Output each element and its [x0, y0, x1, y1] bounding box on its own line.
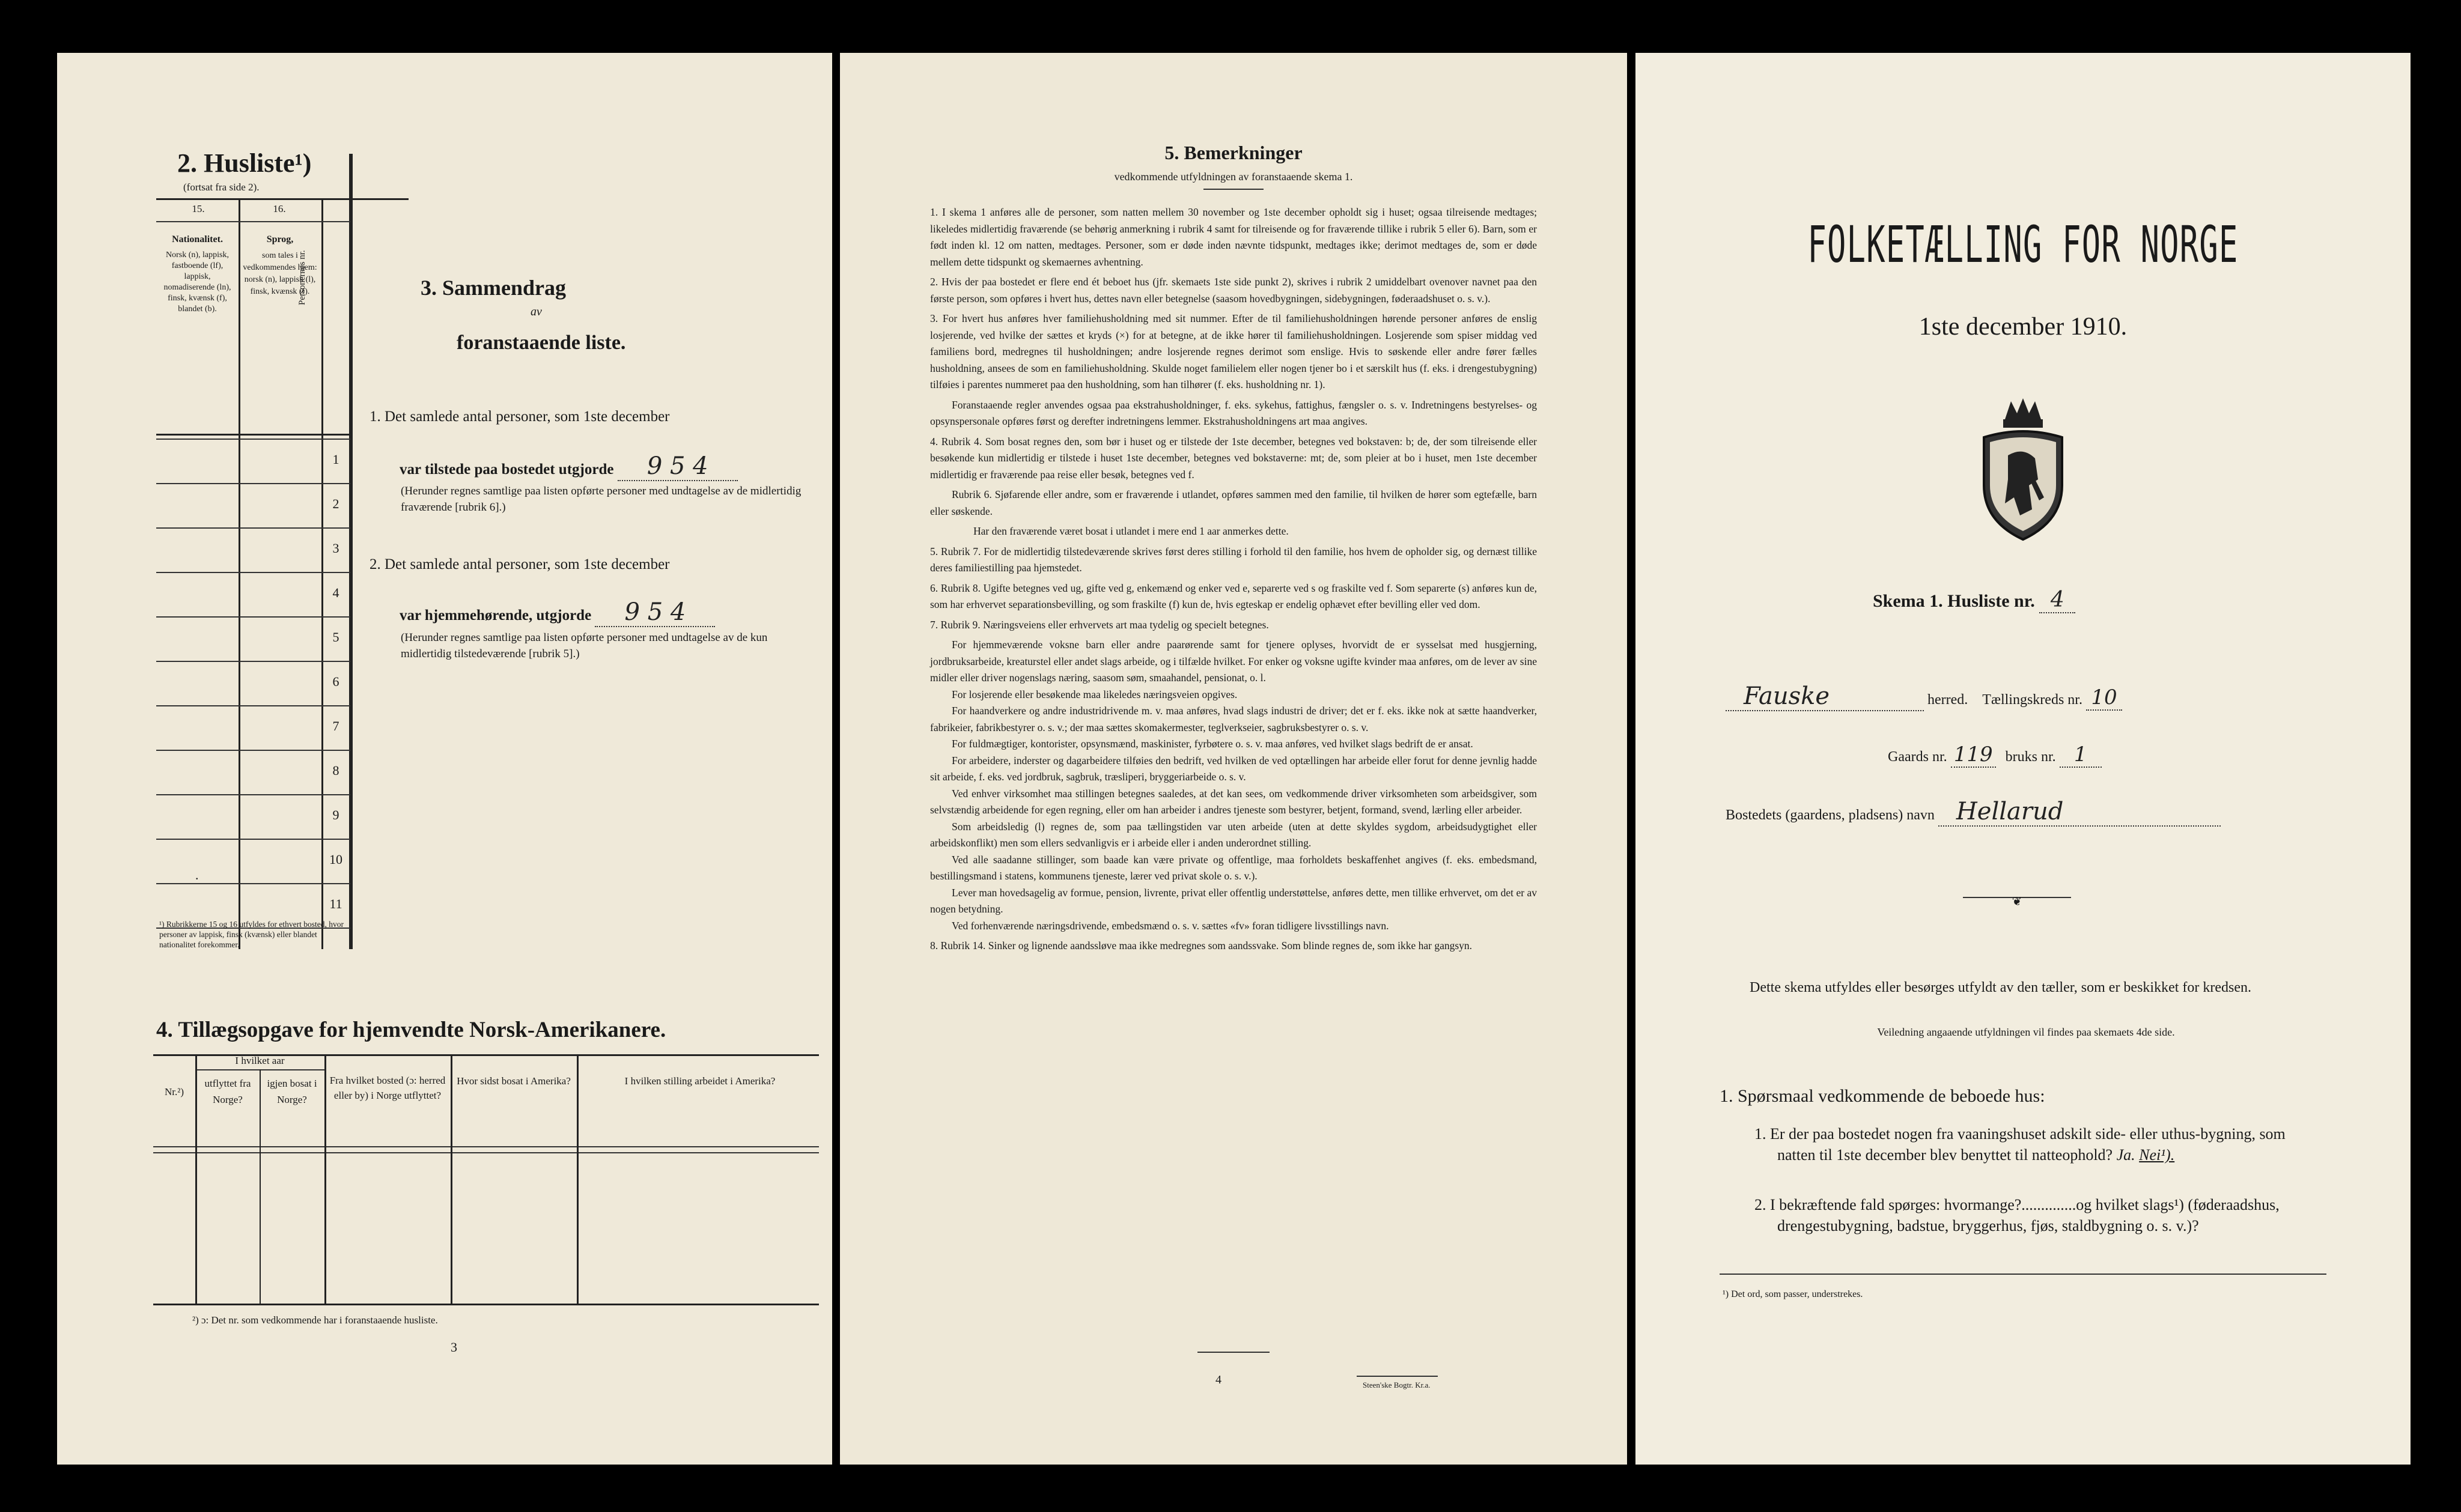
left-page: [57, 53, 832, 1465]
remark-6: 6. Rubrik 8. Ugifte betegnes ved ug, gifte ved g, enkemænd og enker ved e, separerte ved s og fraskilte ved f. Som separerte (s) anføres kun de, som har erhvervet separationsbevilling, og som fraskilte (f) kun de, hvis egteskap er endelig ophævet efter bevilling eller ved dom.: [930, 581, 1537, 610]
huslist-row-number: 6: [332, 674, 339, 689]
item2-label: var hjemmehørende, utgjorde: [400, 607, 592, 624]
huslist-title: 2. Husliste¹): [177, 148, 312, 178]
col16-number: 16.: [273, 203, 286, 214]
gaards-label: Gaards nr.: [1888, 749, 1947, 765]
remarks-subtitle: vedkommende utfyldningen av foranstaaende skema 1.: [1114, 171, 1353, 183]
item2-text: 2. Det samlede antal personer, som 1ste december: [370, 556, 670, 572]
huslist-row-line: [156, 527, 350, 529]
huslist-row-line: [156, 616, 350, 618]
tillaeg-col-aar: I hvilket aar: [235, 1055, 285, 1066]
tillaeg-col-bosted: Fra hvilket bosted (ɔ: herred eller by) i Norge utflyttet?: [329, 1075, 446, 1101]
remark-4: 4. Rubrik 4. Som bosat regnes den, som bør i huset og er tilstede der 1ste december, betegnes ved bokstaven: b; de, der som tilreisende eller besøkende kun midlertidig er tilstede i huset 1ste december, betegnes ved bokstaverne: mt; de, som pleier at bo i huset, men 1ste december midlertidig er fraværende paa reise eller besøk, betegnes ved f.: [930, 435, 1537, 481]
tillaeg-col-nr: Nr.²): [164, 1086, 184, 1098]
huslist-row-number: 9: [332, 807, 339, 822]
remark-1: 1. I skema 1 anføres alle de personer, som natten mellem 30 november og 1ste december opholdt sig i huset; ogsaa tilreisende medtages; likeledes midlertidig fraværende (se behørig anmerkning i rubrik 4 samt for tilreisende og for fraværende tillike i rubrik 5 eller 6). Barn, som er født inden kl. 12 om natten, medtages. Personer, som er døde inden nævnte tidspunkt, medtages ikke; derimot medtages de, som er døde mellem dette tidspunkt og skemaernes avhentning.: [930, 206, 1537, 268]
question-2: 2. I bekræftende fald spørges: hvormange?..............og hvilket slags¹) (føderaadshus, drengestubygning, badstue, bryggerhus, fjøs, staldbygning o. s. v.)?: [1754, 1196, 2280, 1234]
huslist-row-line: [156, 883, 350, 884]
right-footnote: ¹) Det ord, som passer, understrekes.: [1723, 1289, 1863, 1299]
ornament-icon: ❦: [2012, 895, 2022, 908]
huslist-row-line: [156, 705, 350, 706]
huslist-row-line: [156, 572, 350, 573]
remark-7f: For arbeidere, inderster og dagarbeidere tilføies den bedrift, ved hvilken de ved optællingen har arbeide eller forut for denne jevnlig hadde sit arbeide, f. eks. ved jordbruk, sagbruk, træsliperi, bryggeriarbeide o. s. v.: [930, 754, 1537, 783]
veiledning-text: Veiledning angaaende utfyldningen vil findes paa skemaets 4de side.: [1877, 1026, 2175, 1038]
huslist-footnote: ¹) Rubrikkerne 15 og 16 utfyldes for ethvert bosted, hvor personer av lappisk, finsk (kvænsk) eller blandet nationalitet forekommer.: [159, 920, 344, 949]
bruks-label: bruks nr.: [2005, 749, 2056, 765]
remark-7c: For losjerende eller besøkende maa likeledes næringsveien opgives.: [952, 688, 1238, 700]
huslist-row-number: 5: [332, 630, 339, 645]
tillaeg-col-igjen: igjen bosat i Norge?: [267, 1078, 317, 1105]
sammendrag-title: 3. Sammendrag: [421, 276, 566, 300]
remark-8: 8. Rubrik 14. Sinker og lignende aandssløve maa ikke medregnes som aandssvake. Som blinde regnes de, som ikke har gangsyn.: [930, 940, 1473, 952]
remark-7j: Lever man hovedsagelig av formue, pension, livrente, privat eller offentlig understøttelse, anføres dette, men tillike erhvervet, om det er av nogen betydning.: [930, 886, 1537, 915]
right-page: [1635, 53, 2411, 1465]
herred-value: Fauske: [1726, 682, 1924, 711]
bruks-value: 1: [2060, 742, 2102, 768]
sammendrag-av: av: [531, 305, 542, 318]
bosted-label: Bostedets (gaardens, pladsens) navn: [1726, 807, 1935, 823]
huslist-row-number: 11: [329, 896, 342, 911]
question-heading: 1. Spørsmaal vedkommende de beboede hus:: [1720, 1086, 2045, 1106]
huslist-row-number: 3: [332, 541, 339, 556]
answer-ja: Ja.: [2116, 1146, 2135, 1164]
tillaeg-footnote: ²) ɔ: Det nr. som vedkommende har i foranstaaende husliste.: [192, 1314, 438, 1326]
remarks-list: [930, 204, 1537, 958]
remark-7k: Ved forhenværende næringsdrivende, embedsmænd o. s. v. sættes «fv» foran tidligere livsstillings navn.: [952, 919, 1389, 932]
printer-mark: Steen'ske Bogtr. Kr.a.: [1363, 1380, 1431, 1389]
item2-note: (Herunder regnes samtlige paa listen opførte personer med undtagelse av de kun midlertidig tilstedeværende [rubrik 5].): [401, 631, 768, 660]
huslist-row-line: [156, 750, 350, 751]
remark-7d: For haandverkere og andre industridrivende m. v. maa anføres, hvad slags industri de driver; det er f. eks. ikke nok at sætte haandverker, fabrikeier, fabrikbestyrer o. s. v.; der maa sættes skomakermester, teglverkseier, sagbruksbestyrer o. s. v.: [930, 705, 1537, 733]
remark-7b: For hjemmeværende voksne barn eller andre paarørende samt for tjenere oplyses, hvorvidt de er sysselsat med husgjerning, jordbruksarbeide, kreaturstel eller andet slags arbeide, og i tilfælde hvilket. For enker og voksne ugifte kvinder maa anføres, om de lever av sine midler eller driver nogenslags næring, saasom søm, smaahandel, pensionat, o. l.: [930, 639, 1537, 684]
remark-3b: Foranstaaende regler anvendes ogsaa paa ekstrahusholdninger, f. eks. sykehus, fattighus, fængsler o. s. v. Indretningens bestyrelses- og opsynspersonale opføres først og derefter indretningens lemmer. Ekstrahusholdningens art maa angives.: [930, 398, 1537, 427]
huslist-row-line: [156, 839, 350, 840]
remark-7h: Som arbeidsledig (l) regnes de, som paa tællingstiden var uten arbeide (uten at dette skyldes sygdom, arbeidsudygtighet eller arbeidskonflikt) men som ellers sedvanligvis er i arbeide eller i anden underordnet stilling.: [930, 820, 1537, 849]
remarks-title: 5. Bemerkninger: [1164, 142, 1303, 163]
middle-page: [840, 53, 1627, 1465]
remark-7: 7. Rubrik 9. Næringsveiens eller erhvervets art maa tydelig og specielt betegnes.: [930, 618, 1269, 631]
remark-4c: Har den fraværende været bosat i utlandet i mere end 1 aar anmerkes dette.: [973, 525, 1289, 537]
kreds-value: 10: [2086, 685, 2122, 711]
norwegian-lion-crest-icon: [1972, 395, 2074, 545]
sammendrag-subtitle: foranstaaende liste.: [457, 332, 626, 354]
remark-7g: Ved enhver virksomhet maa stillingen betegnes saaledes, at det kan sees, om vedkommende driver virksomheten som arbeidsgiver, som selvstændig arbeidende for egen regning, eller om han arbeider i andres tjeneste som bestyrer, betjent, formand, svend, lærling eller arbeider.: [930, 787, 1537, 816]
item1-note: (Herunder regnes samtlige paa listen opførte personer med undtagelse av de midlertidig fraværende [rubrik 6].): [401, 485, 802, 514]
form-title: FOLKETÆLLING FOR NORGE: [1807, 215, 2239, 274]
item2-value: 9 5 4: [595, 598, 715, 627]
tillaeg-title: 4. Tillægsopgave for hjemvendte Norsk-Amerikanere.: [156, 1018, 666, 1042]
row10-mark: .: [195, 867, 199, 882]
husliste-nr: 4: [2039, 587, 2075, 613]
remark-3: 3. For hvert hus anføres hver familiehusholdning med sit nummer. Efter de til familiehusholdningen hørende personer anføres de enslig losjerende, ved hvilke der sættes et kryds (×) for at betegne, at de ikke hører til familiehusholdningen. Losjerende som spiser middag ved familiens bord, medregnes til husholdningen; andre losjerende regnes derimot som enslige. Hvis to søskende eller andre fører fælles husholdning, ansees de som en familiehusholdning. Skulde noget familielem eller nogen tjener bo i et særskilt hus (f. eks. i drengestubygning) tilføies i parentes nummeret paa den husholdning, som han tilhører (f. eks. husholdning nr. 1).: [930, 312, 1537, 390]
gaards-value: 119: [1951, 742, 1996, 768]
instruction-text: Dette skema utfyldes eller besørges utfyldt av den tæller, som er beskikket for kredsen.: [1750, 980, 2252, 995]
huslist-row-number: 1: [332, 452, 339, 467]
huslist-row-number: 10: [329, 852, 342, 867]
huslist-row-line: [156, 483, 350, 484]
huslist-row-line: [156, 661, 350, 662]
form-date: 1ste december 1910.: [1918, 313, 2128, 341]
col15-head: Nationalitet.: [172, 234, 223, 244]
kreds-label: Tællingskreds nr.: [1982, 692, 2082, 708]
remark-4b: Rubrik 6. Sjøfarende eller andre, som er fraværende i utlandet, opføres sammen med den familie, til hvilken de hører som egtefælle, barn eller søskende.: [930, 488, 1537, 517]
tillaeg-col-stilling: I hvilken stilling arbeidet i Amerika?: [624, 1075, 776, 1087]
left-page-number: 3: [451, 1340, 457, 1355]
huslist-row-number: 4: [332, 585, 339, 600]
tillaeg-col-amerika: Hvor sidst bosat i Amerika?: [457, 1075, 571, 1087]
col16-head: Sprog,: [266, 234, 294, 244]
huslist-row-number: 2: [332, 496, 339, 511]
item1-value: 9 5 4: [618, 452, 738, 481]
question-1: [1754, 1123, 2300, 1165]
item1-label: var tilstede paa bostedet utgjorde: [400, 461, 614, 478]
huslist-row-number: 7: [332, 718, 339, 733]
skema-label: Skema 1. Husliste nr.: [1873, 591, 2035, 611]
remark-5: 5. Rubrik 7. For de midlertidig tilstedeværende skrives først deres stilling i forhold til den familie, hos hvem de opholder sig, og dernæst tillike deres familiestilling paa hjemstedet.: [930, 545, 1537, 574]
col17-head: Personernes nr.: [297, 250, 307, 305]
bosted-value: Hellarud: [1938, 798, 2221, 827]
item1-text: 1. Det samlede antal personer, som 1ste december: [370, 408, 670, 425]
middle-page-number: 4: [1215, 1373, 1221, 1386]
remark-7i: Ved alle saadanne stillinger, som baade kan være private og offentlige, maa forholdets beskaffenhet angives (f. eks. embedsmand, bestillingsmand i statens, kommunens tjeneste, lærer ved privat skole o. s. v.).: [930, 853, 1537, 882]
remark-7e: For fuldmægtiger, kontorister, opsynsmænd, maskinister, fyrbøtere o. s. v. maa anføres, ved hvilket slags bedrift de er ansat.: [952, 738, 1473, 750]
question-1-text: 1. Er der paa bostedet nogen fra vaaningshuset adskilt side- eller uthus-bygning, som natten til 1ste december blev benyttet til natteophold?: [1754, 1125, 2286, 1164]
col16-body: som tales i vedkommendes hjem: norsk (n), lappisk (l), finsk, kvænsk (f).: [243, 251, 317, 296]
huslist-subtitle: (fortsat fra side 2).: [183, 181, 260, 193]
huslist-row-number: 8: [332, 763, 339, 778]
tillaeg-col-utflyttet: utflyttet fra Norge?: [204, 1078, 251, 1105]
remark-2: 2. Hvis der paa bostedet er flere end ét beboet hus (jfr. skemaets 1ste side punkt 2), skrives i rubrik 2 umiddelbart ovenover navnet paa den første person, som opføres i hvert hus, dettes navn eller betegnelse (saasom hovedbygningen, sidebygningen, føderaadshuset o. s. v.).: [930, 276, 1537, 305]
col15-number: 15.: [192, 203, 205, 214]
herred-label: herred.: [1927, 692, 1968, 708]
answer-nei: Nei¹).: [2139, 1146, 2175, 1164]
huslist-row-line: [156, 794, 350, 795]
col15-body: Norsk (n), lappisk, fastboende (lf), lappisk, nomadiserende (ln), finsk, kvænsk (f), blandet (b).: [163, 250, 231, 314]
